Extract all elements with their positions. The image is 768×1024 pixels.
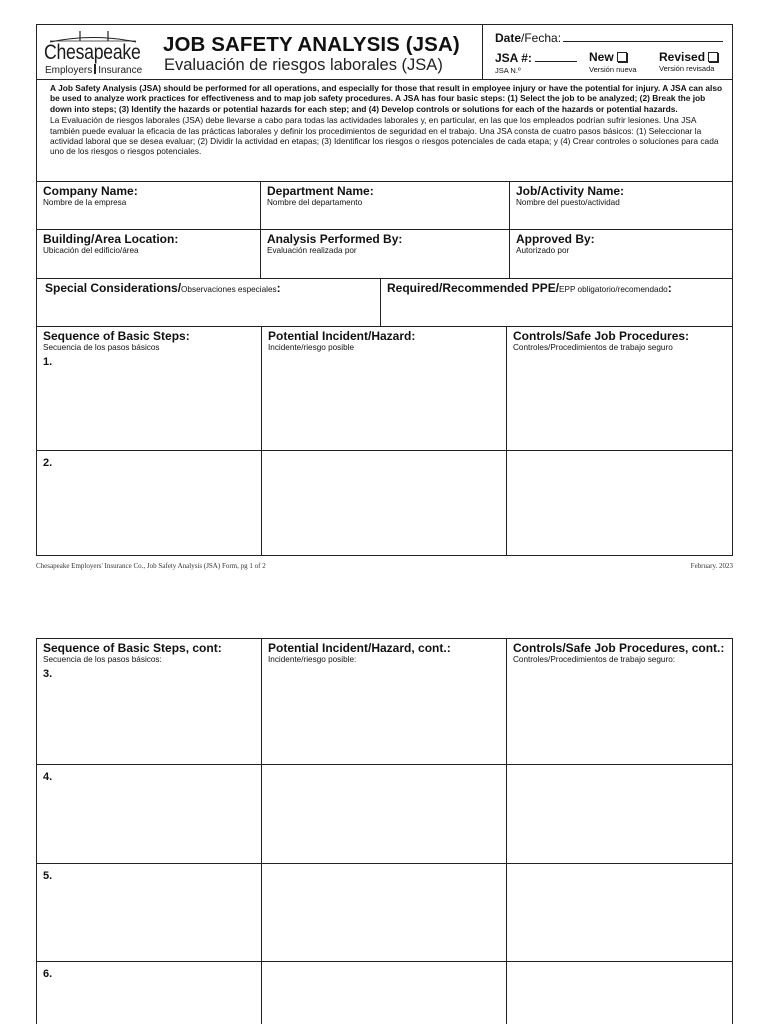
company-name-label: Company Name:	[43, 184, 138, 198]
page-title: JOB SAFETY ANALYSIS (JSA)	[163, 33, 460, 56]
hazard-column-subheader: Incidente/riesgo posible	[268, 343, 355, 352]
special-considerations-field[interactable]	[37, 279, 381, 326]
special-considerations-label	[45, 282, 374, 296]
step-5-sequence-cell[interactable]	[37, 864, 262, 961]
step-6-sequence-cell[interactable]	[37, 962, 262, 1024]
step-2-hazard-cell[interactable]	[262, 451, 507, 555]
controls-column-subheader: Controles/Procedimientos de trabajo seguro:	[513, 655, 676, 664]
form-page-1	[36, 24, 733, 556]
intro-instructions	[36, 80, 733, 182]
required-ppe-label-es: EPP obligatorio/recomendado	[559, 285, 668, 294]
logo-wordmark: Chesapeake	[44, 41, 141, 64]
company-name-field[interactable]	[37, 182, 261, 229]
date-label-spanish: /Fecha:	[521, 31, 562, 45]
required-ppe-colon: :	[667, 281, 672, 295]
info-row-1	[36, 182, 733, 230]
header-title-area	[37, 25, 483, 79]
step-2-controls-cell[interactable]	[507, 451, 732, 555]
required-ppe-label-en: Required/Recommended PPE/	[387, 281, 560, 295]
revised-checkbox-box[interactable]	[708, 52, 718, 62]
required-ppe-label	[387, 282, 726, 296]
date-input-line[interactable]	[563, 32, 723, 42]
step-number: 5.	[43, 870, 53, 882]
step-4-controls-cell[interactable]	[507, 765, 732, 863]
step-6-controls-cell[interactable]	[507, 962, 732, 1024]
approved-by-field[interactable]	[510, 230, 732, 278]
jsa-number-label: JSA #:	[495, 51, 532, 65]
logo-sub-left: Employers	[45, 65, 93, 76]
building-location-field[interactable]	[37, 230, 261, 278]
step-1-hazard-cell[interactable]	[262, 327, 507, 450]
form-header	[36, 24, 733, 80]
department-name-field[interactable]	[261, 182, 510, 229]
new-label: New	[589, 50, 614, 64]
step-number: 1.	[43, 356, 53, 368]
step-5-controls-cell[interactable]	[507, 864, 732, 961]
analysis-performed-by-label: Analysis Performed By:	[267, 232, 403, 246]
revised-checkbox[interactable]	[659, 50, 718, 64]
logo-subtitle	[45, 64, 142, 76]
jsa-number-label-spanish: JSA N.º	[495, 66, 521, 75]
header-meta-area	[483, 25, 732, 79]
logo-divider	[94, 64, 96, 74]
special-considerations-label-en: Special Considerations/	[45, 281, 182, 295]
required-ppe-field[interactable]	[381, 279, 732, 326]
form-page-2	[36, 638, 733, 1024]
step-number: 4.	[43, 771, 53, 783]
step-number: 3.	[43, 668, 53, 680]
job-activity-name-label: Job/Activity Name:	[516, 184, 625, 198]
step-3-sequence-cell[interactable]	[37, 639, 262, 764]
intro-spanish: La Evaluación de riesgos laborales (JSA) debe llevarse a cabo para todas las actividades laborales y, en particular, en las que los empleados podrían sufrir lesiones. Una JSA también puede evaluar la eficacia de las prácticas laborales y definir los procedimientos de seguridad en el trabajo. Una JSA consta de cuatro pasos básicos: (1) Seleccionar la actividad laboral que se desea evaluar; (2) Dividir la actividad en etapas; (3) Identificar los riesgos o riesgos potenciales de cada etapa; y (4) Crear controles o soluciones para cada uno de los riesgos o riesgos potenciales.	[50, 115, 719, 157]
new-checkbox[interactable]	[589, 50, 627, 64]
footer-date: February. 2023	[690, 562, 733, 570]
new-label-spanish: Versión nueva	[589, 65, 637, 74]
date-label: Date	[495, 31, 522, 45]
company-name-sublabel: Nombre de la empresa	[43, 198, 127, 207]
new-checkbox-box[interactable]	[617, 52, 627, 62]
steps-table-row-6	[36, 962, 733, 1024]
hazard-column-header: Potential Incident/Hazard:	[268, 329, 416, 343]
controls-column-subheader: Controles/Procedimientos de trabajo seguro	[513, 343, 673, 352]
department-name-sublabel: Nombre del departamento	[267, 198, 363, 207]
job-activity-name-sublabel: Nombre del puesto/actividad	[516, 198, 620, 207]
date-field[interactable]	[495, 31, 723, 45]
controls-column-header: Controls/Safe Job Procedures:	[513, 329, 690, 343]
step-5-hazard-cell[interactable]	[262, 864, 507, 961]
footer-form-title: Chesapeake Employers' Insurance Co., Job Safety Analysis (JSA) Form, pg 1 of 2	[36, 562, 266, 570]
steps-table-row-1	[36, 327, 733, 451]
step-number: 6.	[43, 968, 53, 980]
page-title-spanish: Evaluación de riesgos laborales (JSA)	[164, 56, 443, 74]
special-considerations-colon: :	[276, 281, 281, 295]
step-3-controls-cell[interactable]	[507, 639, 732, 764]
step-number: 2.	[43, 457, 53, 469]
step-6-hazard-cell[interactable]	[262, 962, 507, 1024]
info-row-2	[36, 230, 733, 279]
hazard-column-header: Potential Incident/Hazard, cont.:	[268, 641, 451, 655]
step-2-sequence-cell[interactable]	[37, 451, 262, 555]
step-4-hazard-cell[interactable]	[262, 765, 507, 863]
revised-label-spanish: Versión revisada	[659, 64, 715, 73]
logo-sub-right: Insurance	[98, 65, 143, 76]
sequence-column-header: Sequence of Basic Steps:	[43, 329, 190, 343]
building-location-label: Building/Area Location:	[43, 232, 179, 246]
controls-column-header: Controls/Safe Job Procedures, cont.:	[513, 641, 725, 655]
building-location-sublabel: Ubicación del edificio/área	[43, 246, 139, 255]
analysis-performed-by-sublabel: Evaluación realizada por	[267, 246, 357, 255]
special-considerations-label-es: Observaciones especiales	[181, 285, 277, 294]
jsa-number-input-line[interactable]	[535, 52, 577, 62]
approved-by-label: Approved By:	[516, 232, 595, 246]
sequence-column-header: Sequence of Basic Steps, cont:	[43, 641, 222, 655]
page-footer	[36, 562, 733, 570]
info-row-3	[36, 279, 733, 327]
jsa-number-field[interactable]	[495, 51, 577, 65]
step-4-sequence-cell[interactable]	[37, 765, 262, 863]
intro-english: A Job Safety Analysis (JSA) should be performed for all operations, and especially for those that result in employee injury or have the potential for injury. A JSA can also be used to analyze work practices for effectiveness and to map job safety procedures. A JSA has four basic steps: (1) Select the job to be analyzed; (2) Break the job down into steps; (3) Identify the hazards or potential hazards for each step; and (4) Develop controls or solutions for each of the hazards or potential hazards.	[50, 83, 723, 114]
step-1-sequence-cell[interactable]	[37, 327, 262, 450]
step-1-controls-cell[interactable]	[507, 327, 732, 450]
department-name-label: Department Name:	[267, 184, 374, 198]
steps-table-row-2	[36, 451, 733, 556]
sequence-column-subheader: Secuencia de los pasos básicos:	[43, 655, 162, 664]
steps-table-row-3	[36, 639, 733, 765]
revised-label: Revised	[659, 50, 706, 64]
steps-table-row-5	[36, 864, 733, 962]
step-3-hazard-cell[interactable]	[262, 639, 507, 764]
analysis-performed-by-field[interactable]	[261, 230, 510, 278]
hazard-column-subheader: Incidente/riesgo posible:	[268, 655, 357, 664]
approved-by-sublabel: Autorizado por	[516, 246, 570, 255]
steps-table-row-4	[36, 765, 733, 864]
chesapeake-logo	[44, 37, 142, 77]
job-activity-name-field[interactable]	[510, 182, 732, 229]
sequence-column-subheader: Secuencia de los pasos básicos	[43, 343, 160, 352]
